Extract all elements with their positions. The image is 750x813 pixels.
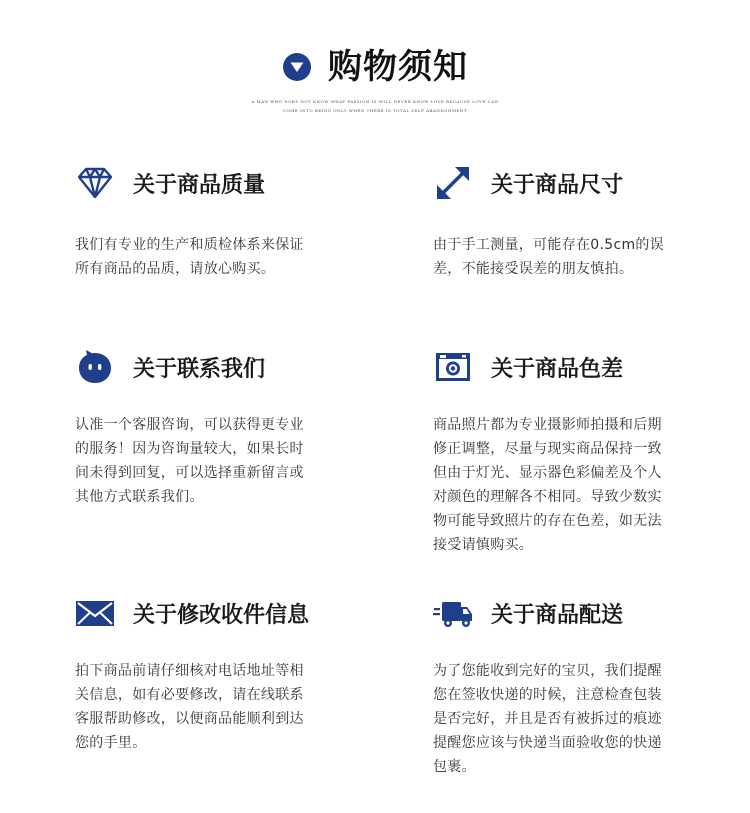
section-delivery [433, 593, 733, 779]
section-header [75, 593, 375, 633]
section-header [433, 347, 733, 387]
title-row [0, 47, 750, 87]
section-color [433, 347, 733, 557]
chat-face-icon [75, 347, 115, 387]
section-header [433, 593, 733, 633]
section-shipping-info [75, 593, 375, 755]
page-title: 购物须知 [328, 47, 468, 87]
subtitle-line-1: A MAN WHO DOES NOT KNOW WHAT PASSION IS WILL NEVER KNOW LOVE BECAUSE LOVE CAN [251, 99, 499, 104]
section-body: 为了您能收到完好的宝贝，我们提醒 您在签收快递的时候，注意检查包装 是否完好，并且是否有被拆过的痕迹 提醒您应该与快递当面验收您的快递 包裹。 [433, 663, 662, 775]
section-size [433, 163, 733, 281]
camera-icon [433, 347, 473, 387]
subtitle-line-2: COME INTO BEING ONLY WHEN THERE IS TOTAL SELF ABANDONMENT [282, 108, 468, 113]
section-title: 关于商品色差 [491, 356, 624, 382]
section-title: 关于联系我们 [133, 356, 266, 382]
envelope-icon [75, 593, 115, 633]
page-header [0, 0, 750, 125]
section-title: 关于商品质量 [133, 172, 266, 198]
diamond-icon [75, 163, 115, 203]
down-triangle-circle-icon [282, 52, 312, 82]
section-header [75, 163, 375, 203]
section-body: 我们有专业的生产和质检体系来保证 所有商品的品质，请放心购买。 [75, 237, 304, 277]
section-body: 由于手工测量，可能存在0.5cm的误 差，不能接受误差的朋友慎拍。 [433, 237, 664, 277]
section-body: 商品照片都为专业摄影师拍摄和后期 修正调整，尽量与现实商品保持一致 但由于灯光、显示器色彩偏差及个人 对颜色的理解各不相同。导致少数实 物可能导致照片的存在色差，如无法 接受请慎购买。 [433, 417, 662, 553]
section-header [433, 163, 733, 203]
section-contact [75, 347, 375, 509]
delivery-truck-icon [433, 593, 473, 633]
section-title: 关于商品尺寸 [491, 172, 624, 198]
section-title: 关于商品配送 [491, 602, 624, 628]
section-header [75, 347, 375, 387]
section-title: 关于修改收件信息 [133, 602, 310, 628]
section-body: 拍下商品前请仔细核对电话地址等相 关信息，如有必要修改，请在线联系 客服帮助修改，以便商品能顺利到达 您的手里。 [75, 663, 304, 751]
section-body: 认准一个客服咨询，可以获得更专业 的服务！因为咨询量较大，如果长时 间未得到回复，可以选择重新留言或 其他方式联系我们。 [75, 417, 304, 505]
resize-arrow-icon [433, 163, 473, 203]
section-quality [75, 163, 375, 281]
